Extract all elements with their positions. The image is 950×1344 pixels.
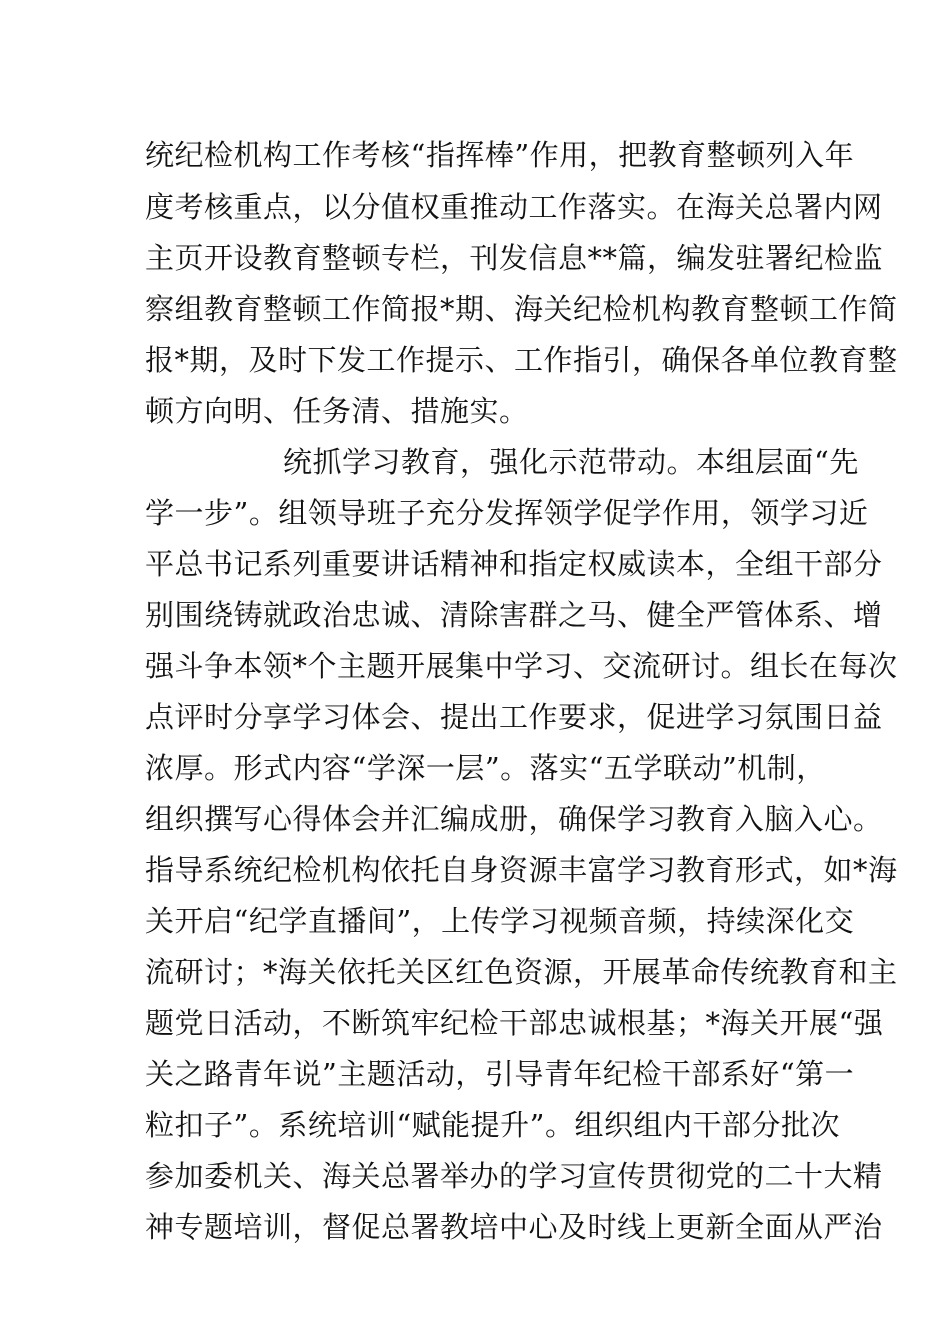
text-line: 流研讨；*海关依托关区红色资源，开展革命传统教育和主 [145,955,898,989]
text-line: 统抓学习教育，强化示范带动。本组层面“先 [283,445,859,479]
text-line: 学一步”。组领导班子充分发挥领学促学作用，领学习近 [145,496,869,530]
text-line: 指导系统纪检机构依托自身资源丰富学习教育形式，如*海 [145,853,898,887]
text-line: 察组教育整顿工作简报*期、海关纪检机构教育整顿工作简 [145,292,898,326]
text-line: 粒扣子”。系统培训“赋能提升”。组织组内干部分批次 [145,1108,840,1142]
text-line: 主页开设教育整顿专栏，刊发信息**篇，编发驻署纪检监 [145,241,884,275]
text-line: 统纪检机构工作考核“指挥棒”作用，把教育整顿列入年 [145,138,855,172]
text-line: 强斗争本领*个主题开展集中学习、交流研讨。组长在每次 [145,649,898,683]
text-line: 题党日活动，不断筑牢纪检干部忠诚根基；*海关开展“强 [145,1006,884,1040]
text-line: 组织撰写心得体会并汇编成册，确保学习教育入脑入心。 [145,802,883,836]
text-line: 报*期，及时下发工作提示、工作指引，确保各单位教育整 [145,343,898,377]
text-line: 神专题培训，督促总署教培中心及时线上更新全面从严治 [145,1210,883,1244]
text-line: 别围绕铸就政治忠诚、清除害群之马、健全严管体系、增 [145,598,883,632]
text-line: 关开启“纪学直播间”，上传学习视频音频，持续深化交 [145,904,855,938]
text-line: 关之路青年说”主题活动，引导青年纪检干部系好“第一 [145,1057,855,1091]
text-line: 浓厚。形式内容“学深一层”。落实“五学联动”机制， [145,751,826,785]
text-line: 度考核重点，以分值权重推动工作落实。在海关总署内网 [145,190,883,224]
text-line: 顿方向明、任务清、措施实。 [145,394,529,428]
text-line: 点评时分享学习体会、提出工作要求，促进学习氛围日益 [145,700,883,734]
text-line: 参加委机关、海关总署举办的学习宣传贯彻党的二十大精 [145,1159,883,1193]
text-line: 平总书记系列重要讲话精神和指定权威读本，全组干部分 [145,547,883,581]
